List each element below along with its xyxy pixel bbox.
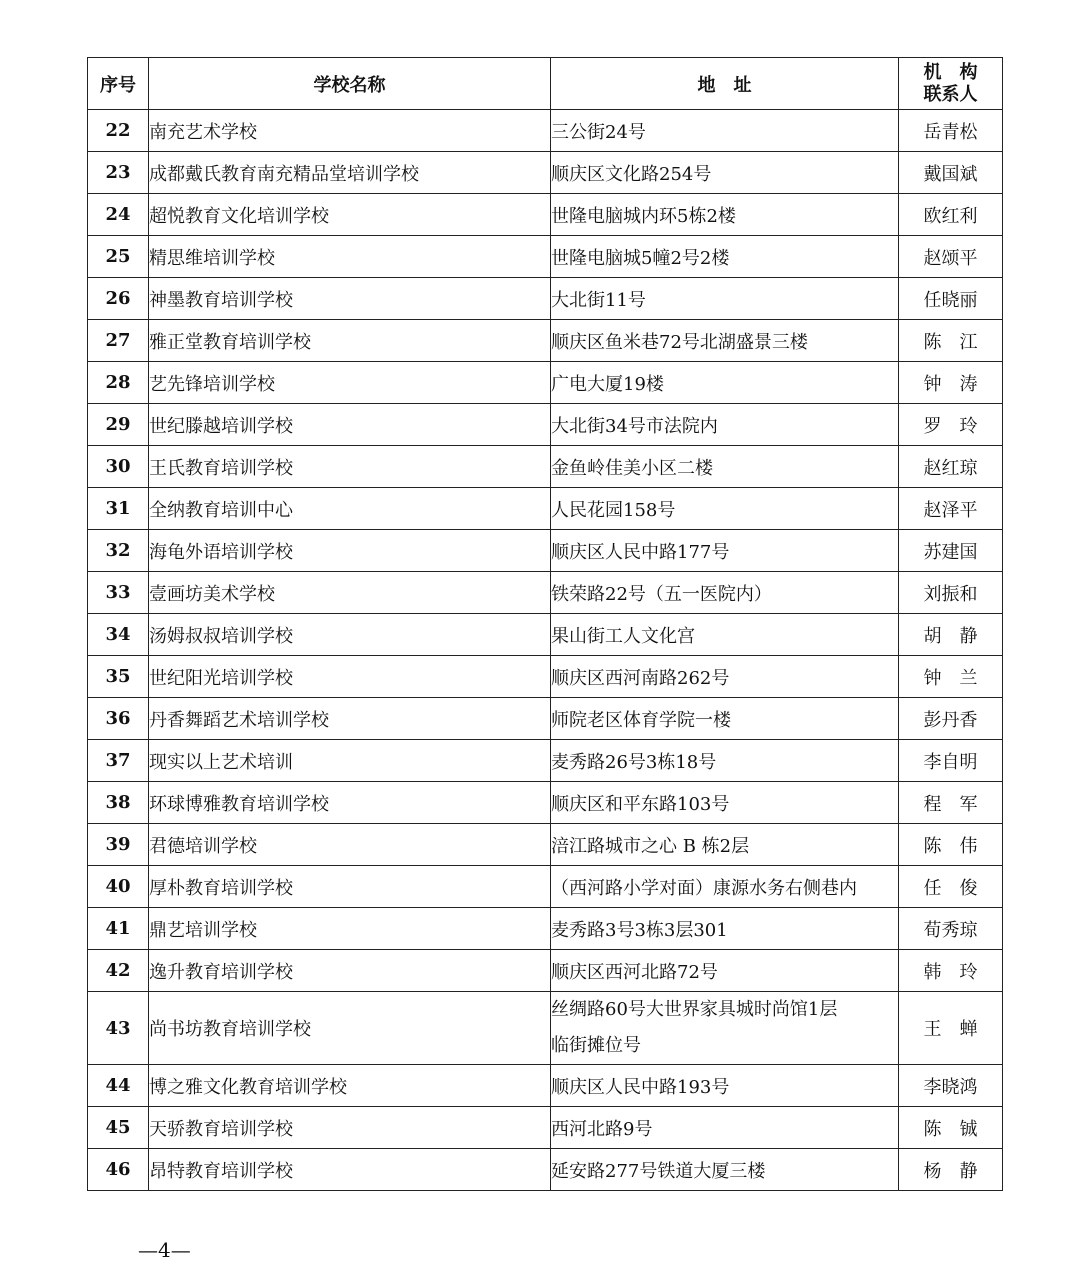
school-address: 麦秀路3号3栋3层301: [551, 908, 899, 950]
row-number: 41: [88, 908, 149, 950]
row-number: 34: [88, 614, 149, 656]
school-address: 顺庆区西河北路72号: [551, 950, 899, 992]
row-number: 40: [88, 866, 149, 908]
contact-person: 荀秀琼: [899, 908, 1003, 950]
table-row: [88, 614, 1003, 656]
school-address: 广电大厦19楼: [551, 362, 899, 404]
table-row: [88, 698, 1003, 740]
school-name: 壹画坊美术学校: [149, 572, 551, 614]
row-number: 43: [88, 992, 149, 1065]
row-number: 38: [88, 782, 149, 824]
row-number: 46: [88, 1149, 149, 1191]
school-name: 环球博雅教育培训学校: [149, 782, 551, 824]
school-address: 顺庆区文化路254号: [551, 152, 899, 194]
contact-person: 赵红琼: [899, 446, 1003, 488]
page-number: —4—: [138, 1238, 191, 1262]
school-address: （西河路小学对面）康源水务右侧巷内: [551, 866, 899, 908]
school-name: 昂特教育培训学校: [149, 1149, 551, 1191]
school-name: 南充艺术学校: [149, 110, 551, 152]
row-number: 44: [88, 1065, 149, 1107]
school-address: 顺庆区西河南路262号: [551, 656, 899, 698]
table-row: [88, 404, 1003, 446]
school-name: 海龟外语培训学校: [149, 530, 551, 572]
header-school-name: 学校名称: [149, 58, 551, 110]
school-address: 世隆电脑城内环5栋2楼: [551, 194, 899, 236]
table-row: [88, 236, 1003, 278]
table-row: [88, 278, 1003, 320]
school-name: 艺先锋培训学校: [149, 362, 551, 404]
table-header-row: [88, 58, 1003, 110]
row-number: 35: [88, 656, 149, 698]
row-number: 45: [88, 1107, 149, 1149]
contact-person: 钟 涛: [899, 362, 1003, 404]
contact-person: 任晓丽: [899, 278, 1003, 320]
contact-person: 戴国斌: [899, 152, 1003, 194]
header-contact-line2: 联系人: [923, 83, 978, 105]
table-body: [88, 110, 1003, 1191]
row-number: 29: [88, 404, 149, 446]
header-contact: [899, 58, 1003, 110]
row-number: 39: [88, 824, 149, 866]
header-num: 序号: [88, 58, 149, 110]
contact-person: 任 俊: [899, 866, 1003, 908]
row-number: 23: [88, 152, 149, 194]
table-row: [88, 362, 1003, 404]
row-number: 42: [88, 950, 149, 992]
school-name: 现实以上艺术培训: [149, 740, 551, 782]
contact-person: 刘振和: [899, 572, 1003, 614]
school-name: 厚朴教育培训学校: [149, 866, 551, 908]
school-name: 尚书坊教育培训学校: [149, 992, 551, 1065]
table-row: [88, 572, 1003, 614]
row-number: 28: [88, 362, 149, 404]
school-address: 金鱼岭佳美小区二楼: [551, 446, 899, 488]
school-address: 铁荣路22号（五一医院内）: [551, 572, 899, 614]
row-number: 33: [88, 572, 149, 614]
row-number: 36: [88, 698, 149, 740]
row-number: 26: [88, 278, 149, 320]
table-row: [88, 824, 1003, 866]
table-row: [88, 194, 1003, 236]
school-table: [87, 57, 1003, 1191]
school-address: 果山街工人文化宫: [551, 614, 899, 656]
row-number: 31: [88, 488, 149, 530]
table-row: [88, 782, 1003, 824]
school-address: 顺庆区和平东路103号: [551, 782, 899, 824]
contact-person: 陈 伟: [899, 824, 1003, 866]
school-name: 汤姆叔叔培训学校: [149, 614, 551, 656]
school-address: 顺庆区鱼米巷72号北湖盛景三楼: [551, 320, 899, 362]
school-name: 天骄教育培训学校: [149, 1107, 551, 1149]
school-address: 世隆电脑城5幢2号2楼: [551, 236, 899, 278]
contact-person: 杨 静: [899, 1149, 1003, 1191]
table-row: [88, 1107, 1003, 1149]
row-number: 27: [88, 320, 149, 362]
school-address: 顺庆区人民中路193号: [551, 1065, 899, 1107]
school-name: 雅正堂教育培训学校: [149, 320, 551, 362]
school-name: 全纳教育培训中心: [149, 488, 551, 530]
contact-person: 岳青松: [899, 110, 1003, 152]
school-name: 精思维培训学校: [149, 236, 551, 278]
school-name: 超悦教育文化培训学校: [149, 194, 551, 236]
contact-person: 赵颂平: [899, 236, 1003, 278]
table-row: [88, 110, 1003, 152]
table-row: [88, 320, 1003, 362]
school-name: 鼎艺培训学校: [149, 908, 551, 950]
contact-person: 王 蝉: [899, 992, 1003, 1065]
row-number: 30: [88, 446, 149, 488]
contact-person: 彭丹香: [899, 698, 1003, 740]
school-name: 成都戴氏教育南充精品堂培训学校: [149, 152, 551, 194]
table-row: [88, 446, 1003, 488]
contact-person: 陈 江: [899, 320, 1003, 362]
school-name: 神墨教育培训学校: [149, 278, 551, 320]
school-address: 西河北路9号: [551, 1107, 899, 1149]
school-address: [551, 992, 899, 1065]
table-row: [88, 1065, 1003, 1107]
contact-person: 苏建国: [899, 530, 1003, 572]
school-name: 王氏教育培训学校: [149, 446, 551, 488]
row-number: 24: [88, 194, 149, 236]
row-number: 22: [88, 110, 149, 152]
table-row: [88, 740, 1003, 782]
row-number: 32: [88, 530, 149, 572]
table-row: [88, 488, 1003, 530]
school-address: 顺庆区人民中路177号: [551, 530, 899, 572]
school-address: 大北街11号: [551, 278, 899, 320]
table-row: [88, 866, 1003, 908]
contact-person: 赵泽平: [899, 488, 1003, 530]
school-name: 丹香舞蹈艺术培训学校: [149, 698, 551, 740]
contact-person: 罗 玲: [899, 404, 1003, 446]
table-row: [88, 656, 1003, 698]
row-number: 37: [88, 740, 149, 782]
row-number: 25: [88, 236, 149, 278]
contact-person: 韩 玲: [899, 950, 1003, 992]
table-row: [88, 152, 1003, 194]
table-row: [88, 908, 1003, 950]
school-address: 涪江路城市之心 B 栋2层: [551, 824, 899, 866]
contact-person: 李晓鸿: [899, 1065, 1003, 1107]
school-name: 世纪滕越培训学校: [149, 404, 551, 446]
school-address-text: 丝绸路60号大世界家具城时尚馆1层临街摊位号: [551, 999, 838, 1056]
school-address: 大北街34号市法院内: [551, 404, 899, 446]
table-row: [88, 530, 1003, 572]
contact-person: 陈 铖: [899, 1107, 1003, 1149]
school-address: 师院老区体育学院一楼: [551, 698, 899, 740]
contact-person: 胡 静: [899, 614, 1003, 656]
table-row: [88, 1149, 1003, 1191]
school-name: 君德培训学校: [149, 824, 551, 866]
school-name: 世纪阳光培训学校: [149, 656, 551, 698]
contact-person: 李自明: [899, 740, 1003, 782]
header-address: 地 址: [551, 58, 899, 110]
school-name: 博之雅文化教育培训学校: [149, 1065, 551, 1107]
contact-person: 欧红利: [899, 194, 1003, 236]
school-address: 三公街24号: [551, 110, 899, 152]
table-row: [88, 950, 1003, 992]
school-name: 逸升教育培训学校: [149, 950, 551, 992]
school-address: 麦秀路26号3栋18号: [551, 740, 899, 782]
contact-person: 钟 兰: [899, 656, 1003, 698]
table-row: [88, 992, 1003, 1065]
contact-person: 程 军: [899, 782, 1003, 824]
school-address: 延安路277号铁道大厦三楼: [551, 1149, 899, 1191]
header-contact-line1: 机 构: [923, 61, 978, 83]
school-address: 人民花园158号: [551, 488, 899, 530]
